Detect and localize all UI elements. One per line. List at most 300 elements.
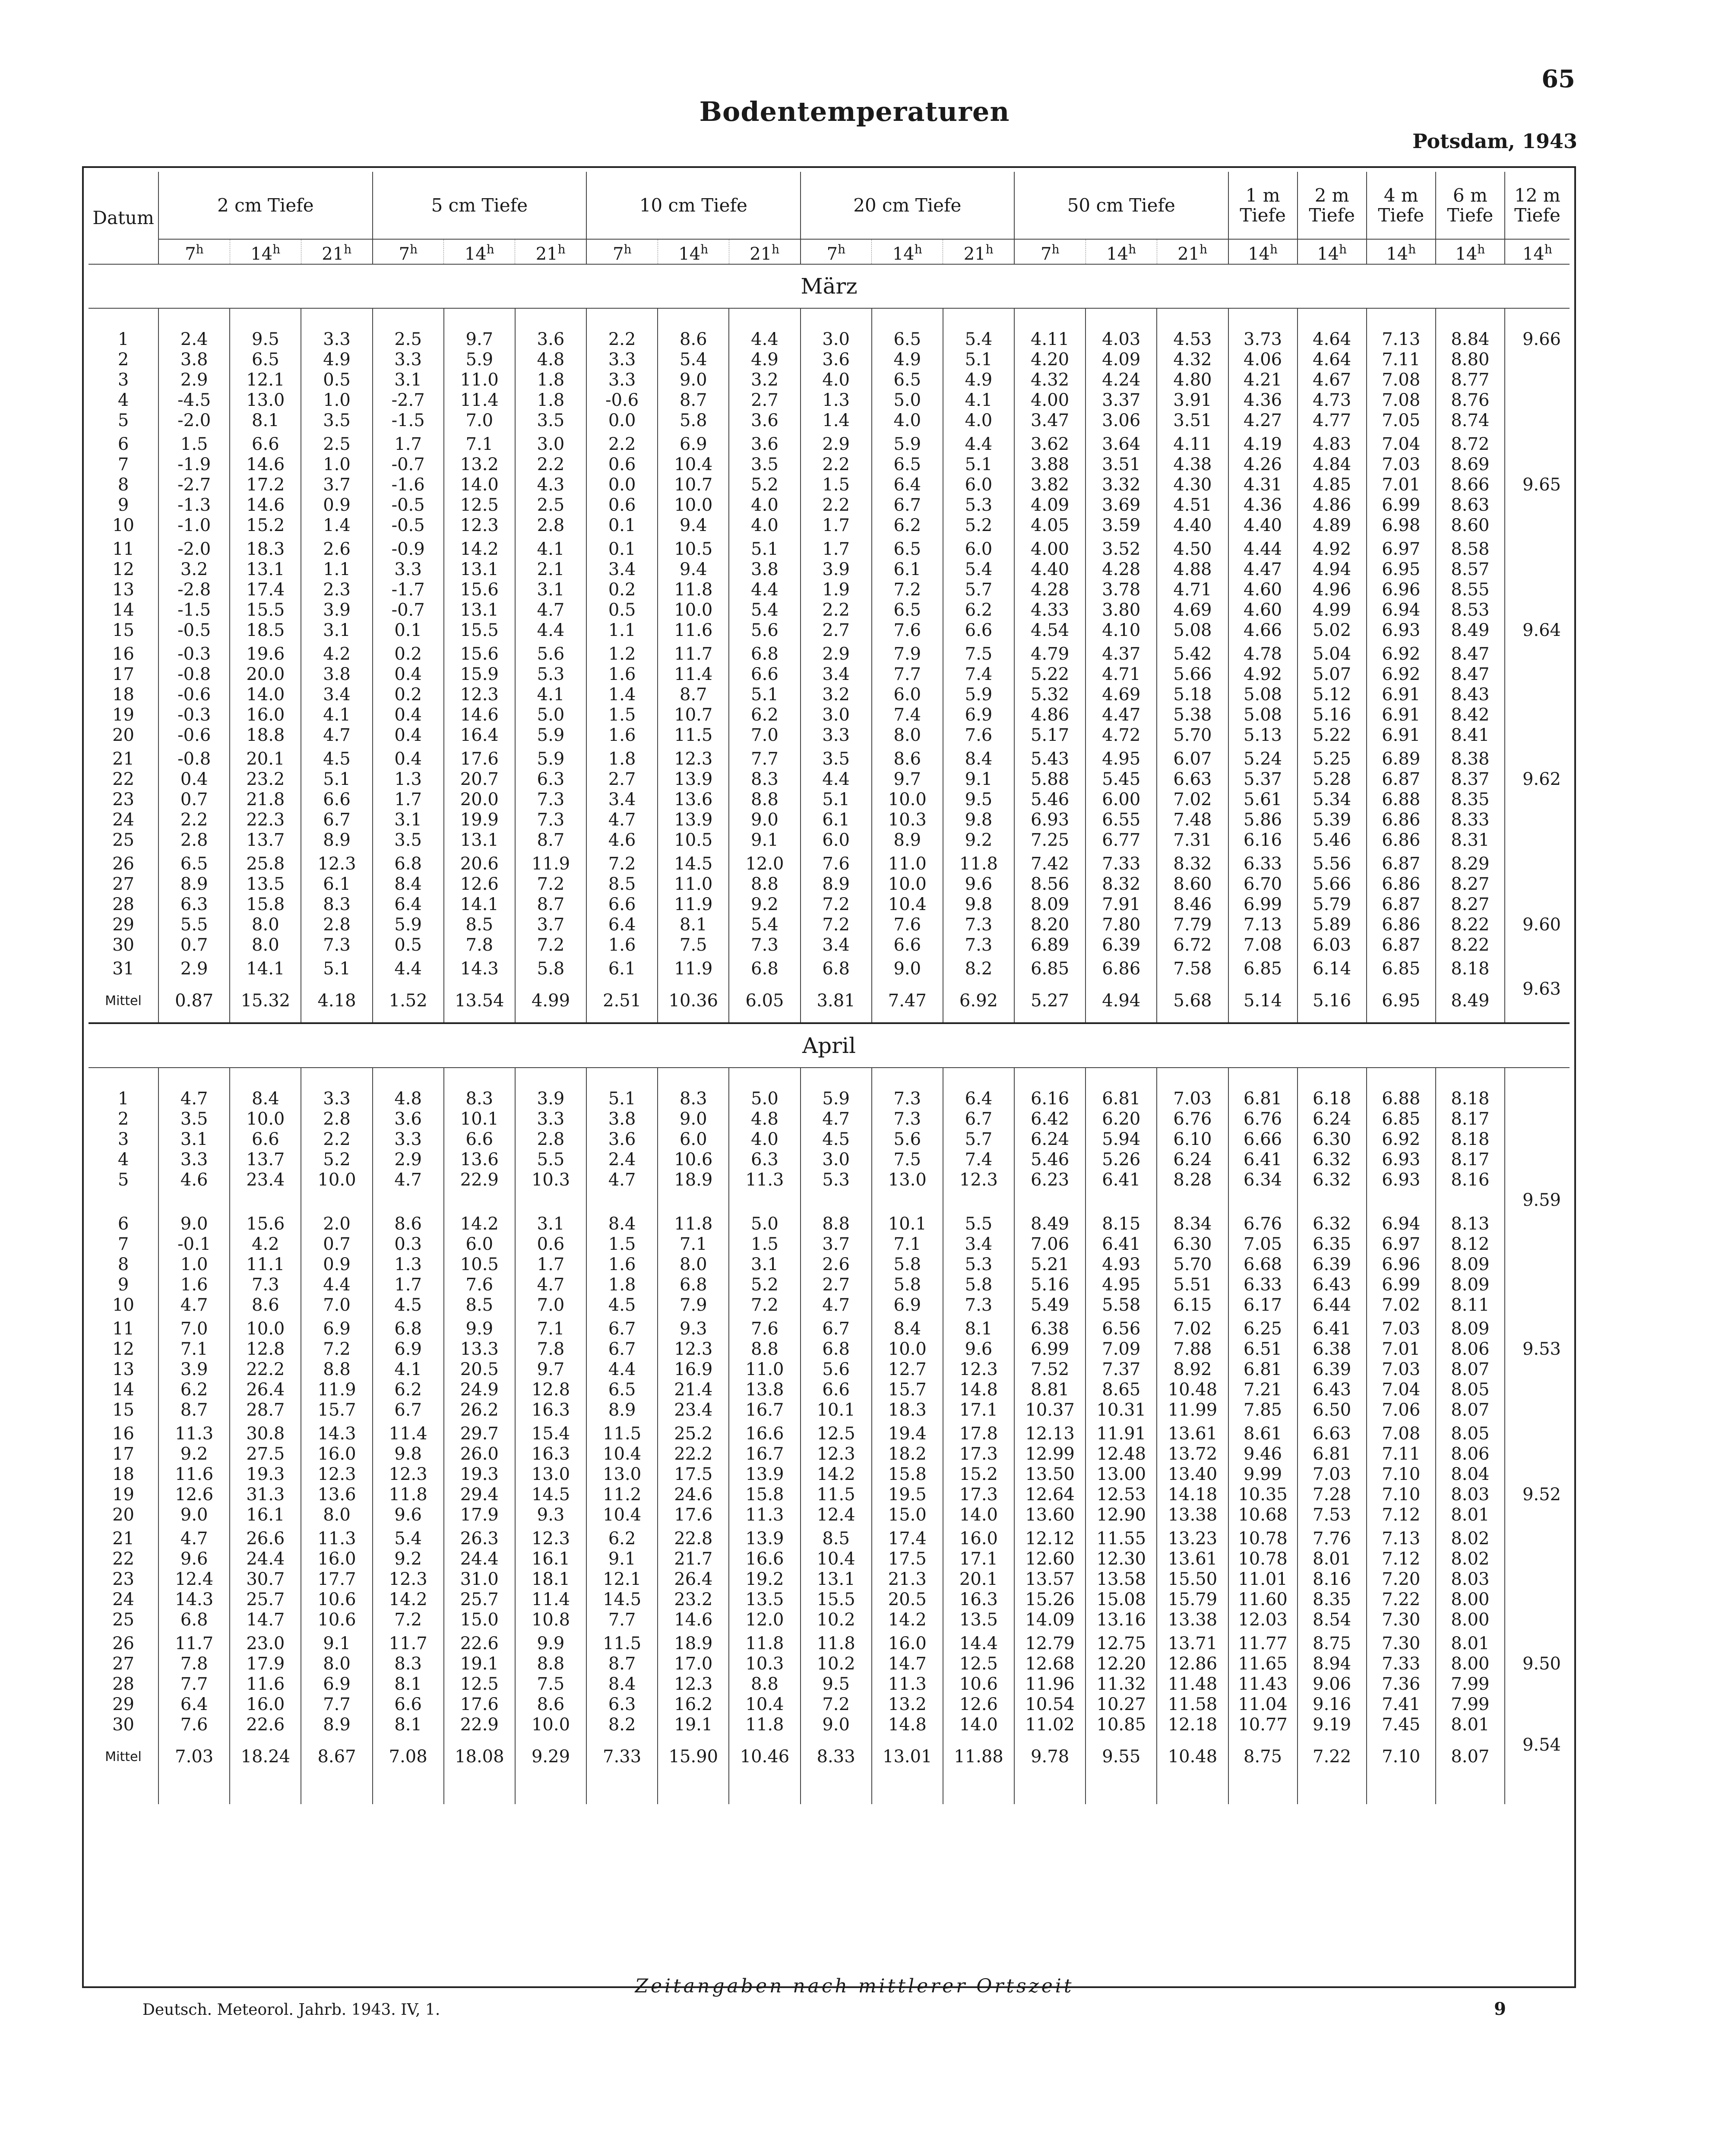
value-cell: 10.5 9.4 11.8 10.0 11.6 — [658, 536, 729, 641]
value-cell: 4.4 5.1 6.0 5.3 5.2 — [943, 431, 1014, 536]
header-time: 14$^h$ — [658, 239, 729, 264]
value-cell: 4.4 — [373, 955, 444, 979]
value-cell: 8.34 6.30 5.70 5.51 6.15 — [1157, 1211, 1228, 1315]
month-heading-maerz: März — [89, 264, 1570, 308]
value-cell: 6.8 8.4 6.4 5.9 0.5 — [373, 850, 444, 955]
value-cell: 3.1 0.6 1.7 4.7 7.0 — [515, 1211, 586, 1315]
value-cell: 18.3 13.1 17.4 15.5 18.5 — [230, 536, 301, 641]
value-cell: 14.4 12.5 10.6 12.6 14.0 — [943, 1630, 1014, 1735]
value-cell: 6.88 6.85 6.92 6.93 6.93 — [1367, 1085, 1436, 1211]
value-cell: 10.1 7.1 5.8 5.8 6.9 — [872, 1211, 943, 1315]
header-4m: 4 m Tiefe — [1367, 172, 1436, 239]
value-cell: 13.61 13.72 13.40 14.18 13.38 — [1157, 1420, 1228, 1525]
mean-value: 8.33 — [801, 1735, 872, 1778]
value-cell: 6.14 — [1298, 955, 1367, 979]
value-cell: 11.55 12.30 13.58 15.08 13.16 — [1086, 1525, 1157, 1630]
value-cell: 2.9 — [158, 955, 230, 979]
header-20cm: 20 cm Tiefe — [801, 172, 1014, 239]
value-cell: 8.05 8.06 8.04 8.03 8.01 — [1436, 1420, 1505, 1525]
value-cell: 0.1 3.4 0.2 0.5 1.1 — [586, 536, 658, 641]
header-time: 21$^h$ — [729, 239, 800, 264]
value-cell: 4.92 4.94 4.96 4.99 5.02 — [1298, 536, 1367, 641]
value-cell: 5.04 5.07 5.12 5.16 5.22 — [1298, 641, 1367, 746]
value-cell: 3.64 3.51 3.32 3.69 3.59 — [1086, 431, 1157, 536]
value-cell: 4.5 5.1 6.6 6.7 8.9 — [301, 746, 372, 850]
value-cell: 7.04 7.03 7.01 6.99 6.98 — [1367, 431, 1436, 536]
value-cell: 7.76 8.01 8.16 8.35 8.54 — [1298, 1525, 1367, 1630]
value-cell: 6.38 6.99 7.52 8.81 10.37 — [1014, 1315, 1086, 1420]
day-block-row — [89, 955, 1570, 979]
value-cell — [1505, 641, 1570, 746]
day-block-row — [89, 746, 1570, 850]
value-cell — [1505, 1525, 1570, 1630]
value-cell: 9.50 — [1522, 1654, 1561, 1674]
value-cell: 9.9 13.3 20.5 24.9 26.2 — [444, 1315, 515, 1420]
day-block-row — [89, 1420, 1570, 1525]
value-cell: 6.89 6.87 6.88 6.86 6.86 — [1367, 746, 1436, 850]
value-cell: 12.12 12.60 13.57 15.26 14.09 — [1014, 1525, 1086, 1630]
value-cell: 8.3 10.1 6.6 13.6 22.9 — [444, 1085, 515, 1211]
value-cell: 11.9 — [658, 955, 729, 979]
value-cell: 6.81 6.20 5.94 5.26 6.41 — [1086, 1085, 1157, 1211]
header-time: 21$^h$ — [301, 239, 372, 264]
value-cell: 6.0 5.4 5.7 6.2 6.6 — [943, 536, 1014, 641]
value-cell: 9.3 12.3 16.9 21.4 23.4 — [658, 1315, 729, 1420]
day-block-row — [89, 1525, 1570, 1630]
value-cell: 2.5 3.3 3.1 -2.7 -1.5 — [373, 326, 444, 431]
location-year: Potsdam, 1943 — [1412, 130, 1577, 153]
value-cell: 11.5 10.4 13.0 11.2 10.4 — [586, 1420, 658, 1525]
value-cell: 30.8 27.5 19.3 31.3 16.1 — [230, 1420, 301, 1525]
value-cell: 6.8 — [729, 955, 800, 979]
value-cell: 6.7 6.8 5.6 6.6 10.1 — [801, 1315, 872, 1420]
header-datum: Datum — [89, 172, 158, 264]
value-cell: 5.25 5.28 5.34 5.39 5.46 — [1298, 746, 1367, 850]
value-cell: 8.09 8.06 8.07 8.05 8.07 — [1436, 1315, 1505, 1420]
mean-value: 9.54 — [1522, 1735, 1561, 1755]
mean-value: 13.54 — [444, 979, 515, 1023]
value-cell: 1.2 1.6 1.4 1.5 1.6 — [586, 641, 658, 746]
value-cell: 5.42 5.66 5.18 5.38 5.70 — [1157, 641, 1228, 746]
value-cell: 0.2 0.4 0.2 0.4 0.4 — [373, 641, 444, 746]
value-cell: 10.0 12.8 22.2 26.4 28.7 — [230, 1315, 301, 1420]
value-cell: 6.2 9.1 12.1 14.5 7.7 — [586, 1525, 658, 1630]
value-cell: 5.4 9.2 12.3 14.2 7.2 — [373, 1525, 444, 1630]
header-time: 7$^h$ — [373, 239, 444, 264]
sheet-number: 9 — [1494, 1999, 1506, 2019]
value-cell: 7.13 7.12 7.20 7.22 7.30 — [1367, 1525, 1436, 1630]
day-numbers: 1 2 3 4 5 — [89, 1085, 158, 1211]
value-cell: 1.5 -1.9 -2.7 -1.3 -1.0 — [158, 431, 230, 536]
value-cell: 2.4 3.8 2.9 -4.5 -2.0 — [158, 326, 230, 431]
value-cell: 10.78 10.78 11.01 11.60 12.03 — [1228, 1525, 1298, 1630]
mean-value: 4.99 — [515, 979, 586, 1023]
mean-value: 7.33 — [586, 1735, 658, 1778]
header-12m: 12 m Tiefe — [1505, 172, 1570, 239]
value-cell: 8.15 6.41 4.93 4.95 5.58 — [1086, 1211, 1157, 1315]
day-numbers: 26 27 28 29 30 — [89, 1630, 158, 1735]
header-time: 14$^h$ — [1228, 239, 1298, 264]
value-cell: 4.44 4.47 4.60 4.60 4.66 — [1228, 536, 1298, 641]
value-cell: -0.8 0.4 0.7 2.2 2.8 — [158, 746, 230, 850]
day-block-row — [89, 431, 1570, 536]
value-cell: 26.3 24.4 31.0 25.7 15.0 — [444, 1525, 515, 1630]
spacer-row — [89, 308, 1570, 326]
value-cell: 7.58 — [1157, 955, 1228, 979]
value-cell: 6.85 — [1014, 955, 1086, 979]
mean-value: 8.67 — [301, 1735, 372, 1778]
header-1m: 1 m Tiefe — [1228, 172, 1298, 239]
value-cell: 6.81 6.76 6.66 6.41 6.34 — [1228, 1085, 1298, 1211]
day-block-row — [89, 850, 1570, 955]
value-cell: 4.79 5.22 5.32 4.86 5.17 — [1014, 641, 1086, 746]
header-time: 14$^h$ — [1505, 239, 1570, 264]
value-cell: 11.4 9.8 12.3 11.8 9.6 — [373, 1420, 444, 1525]
value-cell: 6.76 7.05 6.68 6.33 6.17 — [1228, 1211, 1298, 1315]
page-number: 65 — [1541, 65, 1575, 93]
value-cell: 2.5 1.0 3.7 0.9 1.4 — [301, 431, 372, 536]
value-cell: 6.5 6.1 7.2 6.5 7.6 — [872, 536, 943, 641]
value-cell: 25.8 13.5 15.8 8.0 8.0 — [230, 850, 301, 955]
value-cell: 4.50 4.88 4.71 4.69 5.08 — [1157, 536, 1228, 641]
value-cell: 5.9 4.7 4.5 3.0 5.3 — [801, 1085, 872, 1211]
value-cell: 11.7 8.3 8.1 6.6 8.1 — [373, 1630, 444, 1735]
value-cell: 26.6 24.4 30.7 25.7 14.7 — [230, 1525, 301, 1630]
day-numbers: 1 2 3 4 5 — [89, 326, 158, 431]
value-cell: 15.4 16.3 13.0 14.5 9.3 — [515, 1420, 586, 1525]
value-cell: 7.1 7.8 9.7 12.8 16.3 — [515, 1315, 586, 1420]
value-cell: 14.2 13.1 15.6 13.1 15.5 — [444, 536, 515, 641]
value-cell: -0.9 3.3 -1.7 -0.7 0.1 — [373, 536, 444, 641]
value-cell: 5.0 1.5 3.1 5.2 7.2 — [729, 1211, 800, 1315]
month-heading-april: April — [89, 1023, 1570, 1068]
value-cell: 11.3 16.0 17.7 10.6 10.6 — [301, 1525, 372, 1630]
value-cell: 7.02 7.88 8.92 10.48 11.99 — [1157, 1315, 1228, 1420]
value-cell: 3.0 3.6 4.0 1.3 1.4 — [801, 326, 872, 431]
value-cell: 8.4 1.5 1.6 1.8 4.5 — [586, 1211, 658, 1315]
mean-value: 9.55 — [1086, 1735, 1157, 1778]
value-cell: 17.4 17.5 21.3 20.5 14.2 — [872, 1525, 943, 1630]
value-cell: 4.95 5.45 6.00 6.55 6.77 — [1086, 746, 1157, 850]
value-cell: 2.6 1.1 2.3 3.9 3.1 — [301, 536, 372, 641]
value-cell: 6.33 6.70 6.99 7.13 7.08 — [1228, 850, 1298, 955]
day-block-row — [89, 1211, 1570, 1315]
value-cell: 1.7 -0.7 -1.6 -0.5 -0.5 — [373, 431, 444, 536]
value-cell: 9.7 5.9 11.0 11.4 7.0 — [444, 326, 515, 431]
value-cell: 6.97 6.95 6.96 6.94 6.93 — [1367, 536, 1436, 641]
mean-value: 7.22 — [1298, 1735, 1367, 1778]
value-cell: 8.6 0.3 1.3 1.7 4.5 — [373, 1211, 444, 1315]
value-cell: 12.75 12.20 11.32 10.27 10.85 — [1086, 1630, 1157, 1735]
value-cell: 19.6 20.0 14.0 16.0 18.8 — [230, 641, 301, 746]
value-cell: 8.32 8.60 8.46 7.79 6.72 — [1157, 850, 1228, 955]
value-cell: 6.41 6.38 6.39 6.43 6.50 — [1298, 1315, 1367, 1420]
value-cell: 7.08 7.11 7.10 7.10 7.12 — [1367, 1420, 1436, 1525]
value-cell: 5.0 4.8 4.0 6.3 11.3 — [729, 1085, 800, 1211]
value-cell: 12.79 12.68 11.96 10.54 11.02 — [1014, 1630, 1086, 1735]
value-cell: 5.9 6.3 7.3 7.3 8.7 — [515, 746, 586, 850]
header-time: 14$^h$ — [444, 239, 515, 264]
maerz-section — [89, 308, 1570, 1023]
value-cell: 4.53 4.32 4.80 3.91 3.51 — [1157, 326, 1228, 431]
mean-value: 7.10 — [1367, 1735, 1436, 1778]
value-cell: 6.86 — [1086, 955, 1157, 979]
mean-row — [89, 1735, 1570, 1778]
value-cell: 22.8 21.7 26.4 23.2 14.6 — [658, 1525, 729, 1630]
value-cell: 11.77 11.65 11.43 11.04 10.77 — [1228, 1630, 1298, 1735]
mean-value: 3.81 — [801, 979, 872, 1023]
mean-value: 9.63 — [1522, 979, 1561, 999]
page-title: Bodentemperaturen — [699, 96, 1010, 127]
value-cell: 19.4 18.2 15.8 19.5 15.0 — [872, 1420, 943, 1525]
value-cell: 8.75 8.94 9.06 9.16 9.19 — [1298, 1630, 1367, 1735]
value-cell: 8.3 9.0 6.0 10.6 18.9 — [658, 1085, 729, 1211]
mean-value: 8.49 — [1436, 979, 1505, 1023]
value-cell: 8.5 10.4 13.1 15.5 10.2 — [801, 1525, 872, 1630]
value-cell: 4.7 9.6 12.4 14.3 6.8 — [158, 1525, 230, 1630]
value-cell: 11.8 10.2 9.5 7.2 9.0 — [801, 1630, 872, 1735]
value-cell: -2.0 3.2 -2.8 -1.5 -0.5 — [158, 536, 230, 641]
value-cell: 7.0 7.1 3.9 6.2 8.7 — [158, 1315, 230, 1420]
value-cell: 2.0 0.7 0.9 4.4 7.0 — [301, 1211, 372, 1315]
value-cell: 25.2 22.2 17.5 24.6 17.6 — [658, 1420, 729, 1525]
value-cell: 12.0 8.8 9.2 5.4 7.3 — [729, 850, 800, 955]
value-cell: 16.0 14.7 11.3 13.2 14.8 — [872, 1630, 943, 1735]
value-cell: -0.3 -0.8 -0.6 -0.3 -0.6 — [158, 641, 230, 746]
day-block-row — [89, 641, 1570, 746]
value-cell: 8.38 8.37 8.35 8.33 8.31 — [1436, 746, 1505, 850]
value-cell: 5.1 3.8 3.6 2.4 4.7 — [586, 1085, 658, 1211]
mean-value: 15.90 — [658, 1735, 729, 1778]
value-cell: 7.13 7.11 7.08 7.08 7.05 — [1367, 326, 1436, 431]
value-cell: 17.6 20.7 20.0 19.9 13.1 — [444, 746, 515, 850]
mean-value: 5.16 — [1298, 979, 1367, 1023]
value-cell: 0.4 1.3 1.7 3.1 3.5 — [373, 746, 444, 850]
day-numbers: 16 17 18 19 20 — [89, 641, 158, 746]
value-cell: 4.2 3.8 3.4 4.1 4.7 — [301, 641, 372, 746]
header-10cm: 10 cm Tiefe — [586, 172, 800, 239]
mean-value: 6.05 — [729, 979, 800, 1023]
value-cell: 6.4 6.7 5.7 7.4 12.3 — [943, 1085, 1014, 1211]
value-cell: 6.16 6.42 6.24 5.46 6.23 — [1014, 1085, 1086, 1211]
value-cell: 6.8 6.9 4.1 6.2 6.7 — [373, 1315, 444, 1420]
day-numbers: 6 7 8 9 10 — [89, 1211, 158, 1315]
value-cell: 8.49 7.06 5.21 5.16 5.49 — [1014, 1211, 1086, 1315]
value-cell: 6.25 6.51 6.81 7.21 7.85 — [1228, 1315, 1298, 1420]
mean-value: 11.88 — [943, 1735, 1014, 1778]
value-cell: 6.7 6.7 4.4 6.5 8.9 — [586, 1315, 658, 1420]
value-cell: 4.8 3.6 3.3 2.9 4.7 — [373, 1085, 444, 1211]
mean-value: 18.08 — [444, 1735, 515, 1778]
header-time: 14$^h$ — [1436, 239, 1505, 264]
header-time: 21$^h$ — [943, 239, 1014, 264]
value-cell: 7.6 8.8 11.0 13.8 16.7 — [729, 1315, 800, 1420]
value-cell: 8.02 8.02 8.03 8.00 8.00 — [1436, 1525, 1505, 1630]
value-cell: 5.1 3.8 4.4 5.4 5.6 — [729, 536, 800, 641]
value-cell: 12.5 12.3 14.2 11.5 12.4 — [801, 1420, 872, 1525]
header-time: 14$^h$ — [1298, 239, 1367, 264]
day-numbers: 26 27 28 29 30 — [89, 850, 158, 955]
value-cell: 20.1 23.2 21.8 22.3 13.7 — [230, 746, 301, 850]
mean-value: 18.24 — [230, 1735, 301, 1778]
source-citation: Deutsch. Meteorol. Jahrb. 1943. IV, 1. — [142, 2001, 440, 2019]
time-footnote: Zeitangaben nach mittlerer Ortszeit — [635, 1975, 1074, 1997]
value-cell: 7.42 8.56 8.09 8.20 6.89 — [1014, 850, 1086, 955]
value-cell: 4.78 4.92 5.08 5.08 5.13 — [1228, 641, 1298, 746]
value-cell: 3.6 3.5 5.2 4.0 4.0 — [729, 431, 800, 536]
value-cell: 9.62 — [1522, 769, 1561, 790]
value-cell: 8.4 9.1 9.5 9.8 9.2 — [943, 746, 1014, 850]
value-cell: 16.6 16.7 13.9 15.8 11.3 — [729, 1420, 800, 1525]
value-cell: 5.8 — [515, 955, 586, 979]
value-cell: 2.2 3.3 3.3 -0.6 0.0 — [586, 326, 658, 431]
value-cell: 7.3 7.3 5.6 7.5 13.0 — [872, 1085, 943, 1211]
value-cell: 6.07 6.63 7.02 7.48 7.31 — [1157, 746, 1228, 850]
value-cell: 4.00 4.40 4.28 4.33 4.54 — [1014, 536, 1086, 641]
value-cell: 3.3 2.8 2.2 5.2 10.0 — [301, 1085, 372, 1211]
value-cell: 11.8 7.1 8.0 6.8 7.9 — [658, 1211, 729, 1315]
value-cell: 11.3 9.2 11.6 12.6 9.0 — [158, 1420, 230, 1525]
value-cell: 8.4 10.0 12.7 15.7 18.3 — [872, 1315, 943, 1420]
header-time: 14$^h$ — [230, 239, 301, 264]
value-cell: 14.2 6.0 10.5 7.6 8.5 — [444, 1211, 515, 1315]
value-cell: 5.43 5.88 5.46 6.93 7.25 — [1014, 746, 1086, 850]
value-cell: 11.5 8.7 8.4 6.3 8.2 — [586, 1630, 658, 1735]
day-block-row — [89, 536, 1570, 641]
value-cell: 3.3 4.9 0.5 1.0 3.5 — [301, 326, 372, 431]
value-cell: 8.61 9.46 9.99 10.35 10.68 — [1228, 1420, 1298, 1525]
value-cell: 14.3 16.0 12.3 13.6 8.0 — [301, 1420, 372, 1525]
mean-value: 15.32 — [230, 979, 301, 1023]
value-cell: 7.03 6.76 6.10 6.24 8.28 — [1157, 1085, 1228, 1211]
value-cell: 7.7 8.3 8.8 9.0 9.1 — [729, 746, 800, 850]
value-cell: 8.13 8.12 8.09 8.09 8.11 — [1436, 1211, 1505, 1315]
value-cell: 14.5 11.0 11.9 8.1 7.5 — [658, 850, 729, 955]
value-cell: 11.7 7.8 7.7 6.4 7.6 — [158, 1630, 230, 1735]
value-cell: 18.9 17.0 12.3 16.2 19.1 — [658, 1630, 729, 1735]
value-cell: 3.62 3.88 3.82 4.09 4.05 — [1014, 431, 1086, 536]
value-cell: 9.60 — [1522, 915, 1561, 935]
value-cell: 7.9 7.7 6.0 7.4 8.0 — [872, 641, 943, 746]
value-cell — [1505, 955, 1570, 979]
mean-value: 5.14 — [1228, 979, 1298, 1023]
value-cell: 2.9 3.4 3.2 3.0 3.3 — [801, 641, 872, 746]
day-numbers: 21 22 23 24 25 — [89, 1525, 158, 1630]
value-cell: 6.5 4.9 6.5 5.0 4.0 — [872, 326, 943, 431]
value-cell: 4.7 3.5 3.1 3.3 4.6 — [158, 1085, 230, 1211]
mean-value: 7.47 — [872, 979, 943, 1023]
value-cell: 5.1 — [301, 955, 372, 979]
value-cell: 3.52 4.28 3.78 3.80 4.10 — [1086, 536, 1157, 641]
value-cell: 7.2 8.5 6.6 6.4 1.6 — [586, 850, 658, 955]
value-cell: 6.1 — [586, 955, 658, 979]
value-cell: 15.6 4.2 11.1 7.3 8.6 — [230, 1211, 301, 1315]
mean-value: 4.94 — [1086, 979, 1157, 1023]
value-cell: 23.0 17.9 11.6 16.0 22.6 — [230, 1630, 301, 1735]
value-cell: 11.7 11.4 8.7 10.7 11.5 — [658, 641, 729, 746]
day-block-row — [89, 1315, 1570, 1420]
day-numbers: 6 7 8 9 10 — [89, 431, 158, 536]
value-cell: 14.3 — [444, 955, 515, 979]
soil-temperature-table — [89, 172, 1570, 1804]
value-cell: 4.1 2.1 3.1 4.7 4.4 — [515, 536, 586, 641]
value-cell: 8.29 8.27 8.27 8.22 8.22 — [1436, 850, 1505, 955]
april-section — [89, 1068, 1570, 1804]
day-block-row — [89, 1085, 1570, 1211]
value-cell: 8.47 8.47 8.43 8.42 8.41 — [1436, 641, 1505, 746]
mean-value: 10.46 — [729, 1735, 800, 1778]
value-cell: 8.6 9.7 10.0 10.3 8.9 — [872, 746, 943, 850]
value-cell: 6.87 6.86 6.87 6.86 6.87 — [1367, 850, 1436, 955]
value-cell: 17.8 17.3 15.2 17.3 14.0 — [943, 1420, 1014, 1525]
mean-value: 7.08 — [373, 1735, 444, 1778]
value-cell: 6.9 10.4 10.7 10.0 9.4 — [658, 431, 729, 536]
value-cell: 4.37 4.71 4.69 4.47 4.72 — [1086, 641, 1157, 746]
mean-value: 2.51 — [586, 979, 658, 1023]
mean-value: 7.03 — [158, 1735, 230, 1778]
value-cell: 20.6 12.6 14.1 8.5 7.8 — [444, 850, 515, 955]
mean-value: 4.18 — [301, 979, 372, 1023]
mean-value: 10.36 — [658, 979, 729, 1023]
value-cell: 8.84 8.80 8.77 8.76 8.74 — [1436, 326, 1505, 431]
value-cell: 9.66 — [1522, 329, 1561, 350]
value-cell: 9.53 — [1522, 1339, 1561, 1359]
value-cell: 22.6 19.1 12.5 17.6 22.9 — [444, 1630, 515, 1735]
header-time: 21$^h$ — [515, 239, 586, 264]
mean-value: 8.75 — [1228, 1735, 1298, 1778]
value-cell: 6.94 6.97 6.96 6.99 7.02 — [1367, 1211, 1436, 1315]
value-cell: 11.9 7.2 8.7 3.7 7.2 — [515, 850, 586, 955]
value-cell: 8.18 8.17 8.18 8.17 8.16 — [1436, 1085, 1505, 1211]
header-time: 21$^h$ — [1157, 239, 1228, 264]
value-cell: 4.64 4.64 4.67 4.73 4.77 — [1298, 326, 1367, 431]
value-cell: 9.0 -0.1 1.0 1.6 4.7 — [158, 1211, 230, 1315]
value-cell: 8.8 3.7 2.6 2.7 4.7 — [801, 1211, 872, 1315]
value-cell: 9.64 — [1522, 620, 1561, 641]
value-cell: 2.9 2.2 1.5 2.2 1.7 — [801, 431, 872, 536]
value-cell: 12.3 6.1 8.3 2.8 7.3 — [301, 850, 372, 955]
value-cell: 6.8 — [801, 955, 872, 979]
value-cell: 7.30 7.33 7.36 7.41 7.45 — [1367, 1630, 1436, 1735]
value-cell: 6.9 7.2 8.8 11.9 15.7 — [301, 1315, 372, 1420]
value-cell: 7.03 7.01 7.03 7.04 7.06 — [1367, 1315, 1436, 1420]
value-cell: 6.56 7.09 7.37 8.65 10.31 — [1086, 1315, 1157, 1420]
value-cell: 8.18 — [1436, 955, 1505, 979]
value-cell: 4.11 4.38 4.30 4.51 4.40 — [1157, 431, 1228, 536]
spacer-row — [89, 1778, 1570, 1804]
header-5cm: 5 cm Tiefe — [373, 172, 586, 239]
day-numbers: 16 17 18 19 20 — [89, 1420, 158, 1525]
mean-value: 13.01 — [872, 1735, 943, 1778]
day-block-row — [89, 1630, 1570, 1735]
value-cell: 3.0 2.2 4.3 2.5 2.8 — [515, 431, 586, 536]
value-cell: 7.1 13.2 14.0 12.5 12.3 — [444, 431, 515, 536]
value-cell: 8.1 9.6 12.3 14.8 17.1 — [943, 1315, 1014, 1420]
value-cell: 13.23 13.61 15.50 15.79 13.38 — [1157, 1525, 1228, 1630]
value-cell: 8.01 8.00 7.99 7.99 8.01 — [1436, 1630, 1505, 1735]
value-cell — [1505, 1211, 1570, 1315]
mean-label: Mittel — [89, 979, 158, 1023]
day-numbers: 31 — [89, 955, 158, 979]
value-cell: 5.5 3.4 5.3 5.8 7.3 — [943, 1211, 1014, 1315]
value-cell: 12.3 13.9 13.6 13.9 10.5 — [658, 746, 729, 850]
header-2m: 2 m Tiefe — [1298, 172, 1367, 239]
mean-value: 0.87 — [158, 979, 230, 1023]
day-numbers: 11 12 13 14 15 — [89, 1315, 158, 1420]
day-numbers: 21 22 23 24 25 — [89, 746, 158, 850]
mean-row — [89, 979, 1570, 1023]
value-cell: 9.1 8.0 6.9 7.7 8.9 — [301, 1630, 372, 1735]
